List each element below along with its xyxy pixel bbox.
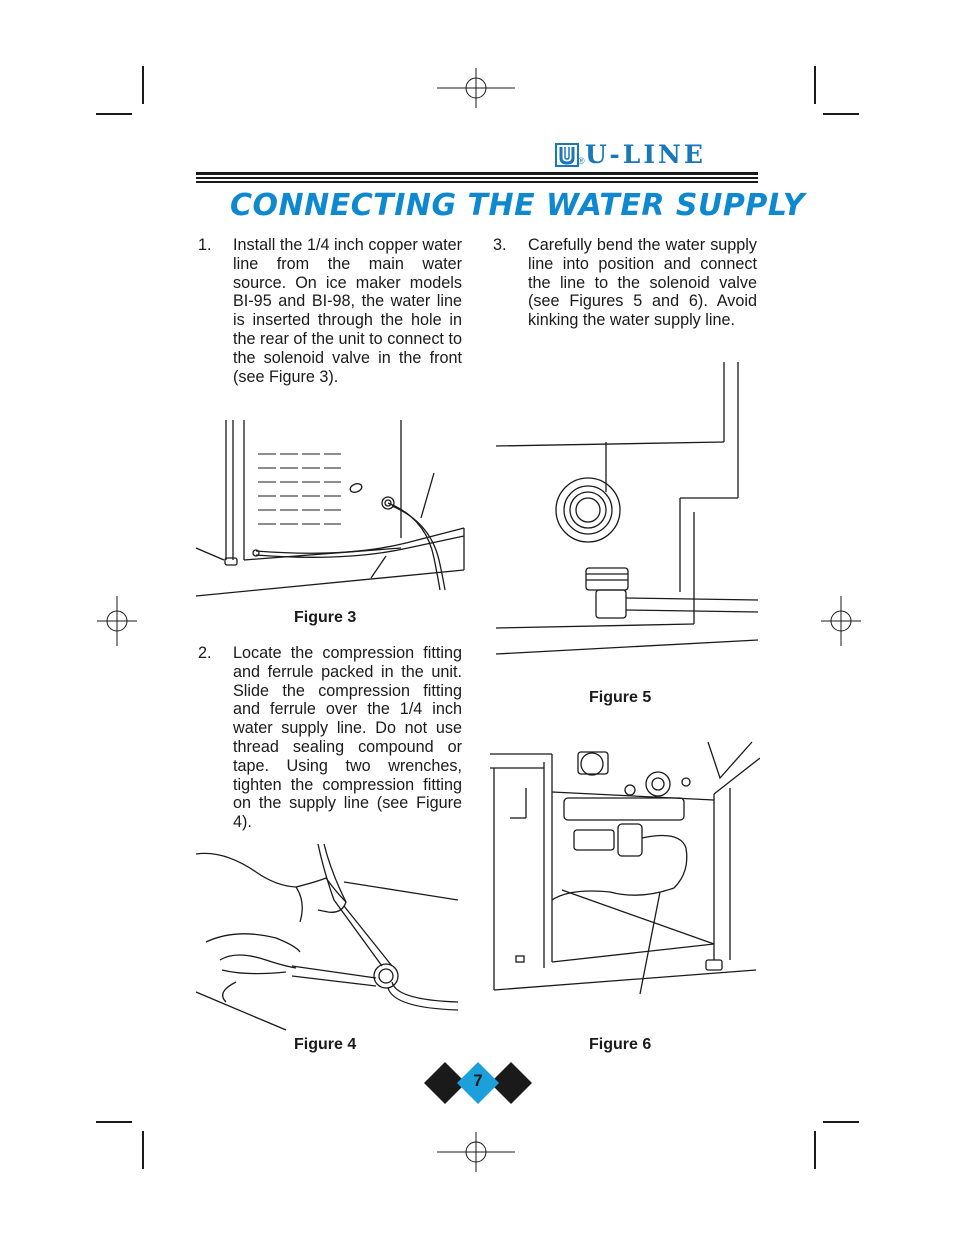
page-title: CONNECTING THE WATER SUPPLY [230, 188, 806, 223]
page-number: 7 [473, 1071, 483, 1090]
header-rule [196, 181, 758, 183]
figure-5-illustration [494, 362, 760, 657]
crop-mark [96, 1121, 132, 1123]
step-number: 1. [198, 236, 212, 254]
step-text: Carefully bend the water supply line into position and connect the line to the solenoid valve (see Figures 5 and 6). Avoid kinking the water supply line. [528, 236, 757, 330]
step-number: 3. [493, 236, 507, 254]
crop-mark [814, 1131, 816, 1169]
header-rule [196, 172, 758, 175]
brand-logo [555, 142, 760, 172]
crop-mark [814, 66, 816, 104]
crop-mark [823, 113, 859, 115]
figure-5-caption: Figure 5 [589, 689, 652, 706]
figure-6-caption: Figure 6 [589, 1036, 652, 1053]
step-2 [198, 644, 462, 834]
crop-mark [823, 1121, 859, 1123]
header-rule [196, 177, 758, 179]
figure-4-caption: Figure 4 [294, 1036, 357, 1053]
crop-mark [142, 66, 144, 104]
step-text: Locate the compression fitting and ferrule packed in the unit. Slide the compression fitting and ferrule over the 1/4 inch water supply line. Do not use thread sealing compound or tape. Using two wrenches, tighten the compression fitting on the supply line (see Figure 4). [233, 644, 462, 832]
crop-mark [96, 113, 132, 115]
figure-3-caption: Figure 3 [294, 609, 357, 626]
step-text: Install the 1/4 inch copper water line from the main water source. On ice maker models BI-95 and BI-98, the water line is inserted through the hole in the rear of the unit to connect to the solenoid valve in the front (see Figure 3). [233, 236, 462, 386]
page-number-badge [424, 1062, 532, 1104]
registered-mark: ® [578, 156, 585, 166]
u-line-logo-icon [555, 143, 579, 167]
registration-mark-icon [821, 596, 861, 646]
crop-mark [142, 1131, 144, 1169]
brand-name: U-LINE [585, 140, 706, 169]
step-1 [198, 236, 462, 408]
registration-mark-icon [437, 68, 515, 108]
step-number: 2. [198, 644, 212, 662]
figure-4-illustration [196, 842, 458, 1036]
figure-6-illustration [490, 738, 760, 1000]
step-3 [493, 236, 757, 356]
registration-mark-icon [437, 1132, 515, 1172]
registration-mark-icon [97, 596, 137, 646]
figure-3-illustration [196, 418, 466, 603]
